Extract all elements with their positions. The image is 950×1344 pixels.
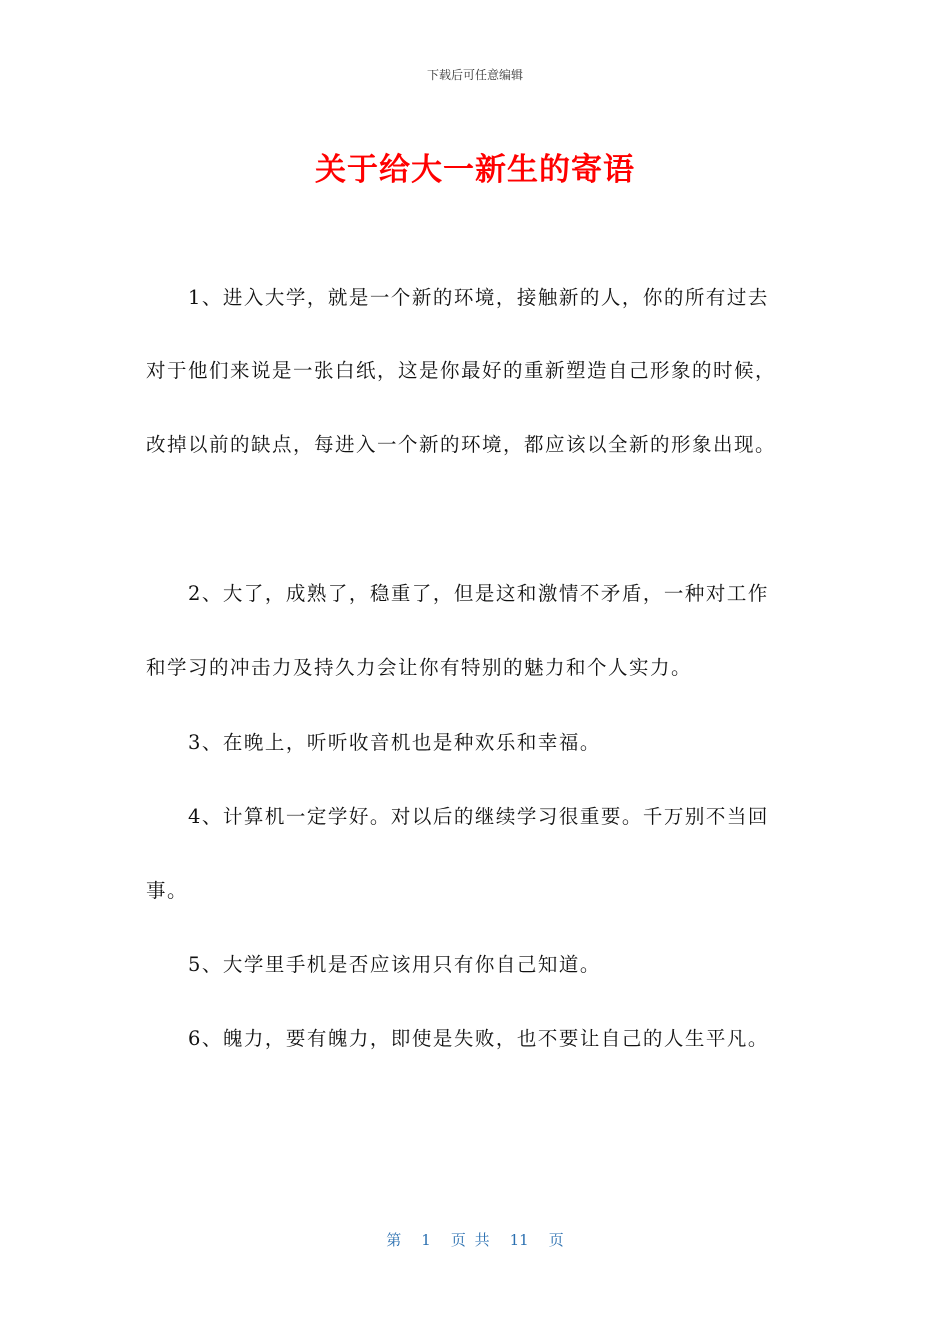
paragraph-6-line-1: 6、魄力，要有魄力，即使是失败，也不要让自己的人生平凡。 <box>188 1027 769 1050</box>
footer-di: 第 <box>386 1231 402 1249</box>
footer-page-number: 1 <box>421 1231 431 1249</box>
paragraph-5-line-1: 5、大学里手机是否应该用只有你自己知道。 <box>188 953 601 976</box>
paragraph-1-line-3: 改掉以前的缺点，每进入一个新的环境，都应该以全新的形象出现。 <box>146 433 777 456</box>
footer-ye: 页 <box>548 1231 564 1249</box>
paragraph-4-line-2: 事。 <box>146 879 189 902</box>
page-footer <box>0 1229 950 1250</box>
footer-ye-gong: 页 共 <box>450 1231 490 1249</box>
footer-total-pages: 11 <box>509 1231 529 1249</box>
paragraph-2-line-2: 和学习的冲击力及持久力会让你有特别的魅力和个人实力。 <box>146 656 693 679</box>
paragraph-4-line-1: 4、计算机一定学好。对以后的继续学习很重要。千万别不当回 <box>188 805 769 828</box>
paragraph-1-line-1: 1、进入大学，就是一个新的环境，接触新的人，你的所有过去 <box>188 286 769 309</box>
paragraph-2-line-1: 2、大了，成熟了，稳重了，但是这和激情不矛盾，一种对工作 <box>188 582 769 605</box>
paragraph-1-line-2: 对于他们来说是一张白纸，这是你最好的重新塑造自己形象的时候， <box>146 359 777 382</box>
paragraph-3-line-1: 3、在晚上，听听收音机也是种欢乐和幸福。 <box>188 731 601 754</box>
document-title: 关于给大一新生的寄语 <box>315 152 635 188</box>
header-note: 下载后可任意编辑 <box>426 68 523 82</box>
